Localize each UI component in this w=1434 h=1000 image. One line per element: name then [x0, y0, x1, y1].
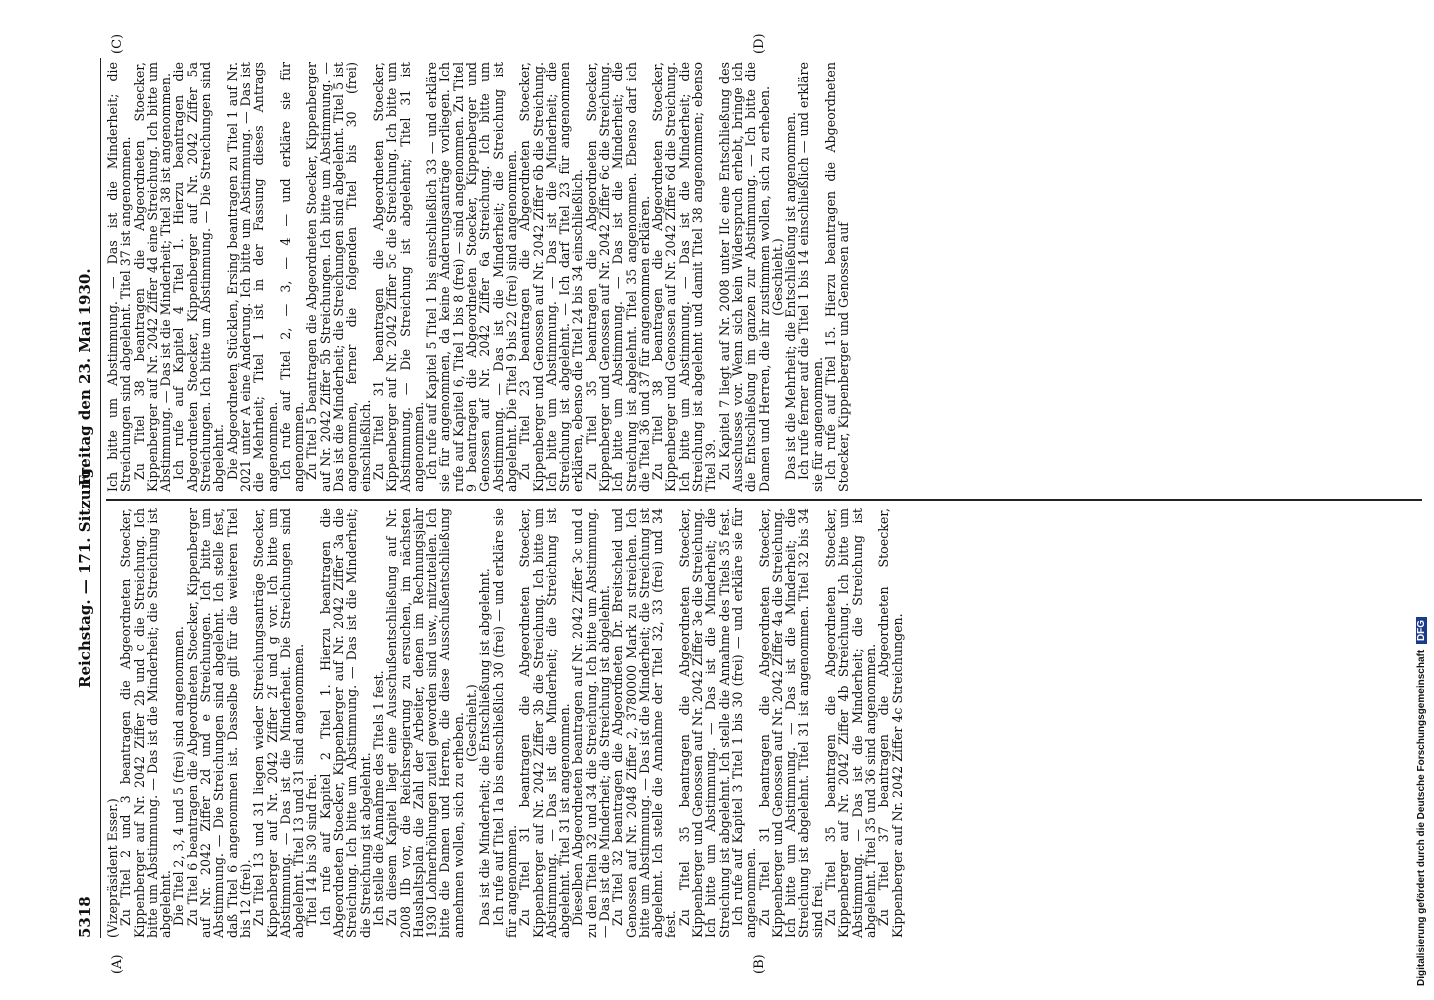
paragraph: Die Abgeordneten Stücklen, Ersing beantragen zu Titel 1 auf Nr. 2021 unter A eine Änderung. Ich bitte um Abstimmung. — Das ist die Mehrheit; Titel 1 ist in der Fassung dieses Antrags angenommen. [224, 62, 280, 492]
paragraph: Zu Titel 35 beantragen die Abgeordneten Stoecker, Kippenberger und Genossen auf Nr. 2042 Ziffer 6c die Streichung. Ich bitte um Abstimmung. — Das ist die Minderheit; die Streichung ist abgelehnt. Titel 35 angenommen. Ebenso darf ich die Titel 36 und 37 für angenommen erklären. [583, 62, 652, 492]
stage-direction: (Geschieht.) [464, 684, 480, 762]
paragraph: Zu Kapitel 7 liegt auf Nr. 2008 unter IIc eine Entschließung des Ausschusses vor. Wenn sich kein Widerspruch erhebt, bringe ich die Entschließung im ganzen zur Abstimmung. — Ich bitte die Damen und Herren, die ihr zustimmen wollen, sich zu erheben. [716, 62, 772, 492]
paragraph: Zu Titel 2 und 3 beantragen die Abgeordneten Stoecker, Kippenberger auf Nr. 2042 Ziffer 2b und c die Streichung. Ich bitte um Abstimmung. — Das ist die Minderheit; die Streichung ist abgelehnt. [118, 508, 174, 938]
dfg-logo: DFG [1416, 617, 1427, 644]
stage-direction: (Geschieht.) [769, 238, 785, 316]
paragraph: Dieselben Abgeordneten beantragen auf Nr. 2042 Ziffer 3c und d zu den Titeln 32 und 34 die Streichung. Ich bitte um Abstimmung. — Das ist die Minderheit; die Streichung ist abgelehnt. [570, 508, 612, 938]
paragraph: Ich rufe auf Titel 1a bis einschließlich 30 (frei) — und erkläre sie für angenommen. [490, 508, 519, 938]
funding-text: Digitalisierung gefördert durch die Deutsche Forschungsgemeinschaft [1416, 649, 1427, 986]
margin-mark-d: (D) [752, 33, 767, 54]
paragraph: Titel 14 bis 30 sind frei. [304, 773, 320, 926]
paragraph: Zu Titel 23 beantragen die Abgeordneten Stoecker, Kippenberger und Genossen auf Nr. 2042 Ziffer 6b die Streichung. Ich bitte um Abstimmung. — Das ist die Minderheit; die Streichung ist abgelehnt. — Ich darf Titel 23 für angenommen erklären, ebenso die Titel 24 bis 34 einschließlich. [517, 62, 586, 492]
paragraph: Zu Titel 38 beantragen die Abgeordneten Stoecker, Kippenberger auf Nr. 2042 Ziffer 4d eine Streichung. Ich bitte um Abstimmung. — Das ist die Minderheit; Titel 38 ist angenommen. [131, 62, 174, 492]
paragraph: Ich rufe ferner auf die Titel 1 bis 14 einschließlich — und erkläre sie für angenommen. [796, 62, 825, 492]
paragraph: Ich rufe auf Kapitel 3 Titel 1 bis 30 (frei) — und erkläre sie für angenommen. [729, 508, 759, 938]
margin-mark-a: (A) [110, 954, 125, 974]
paragraph: Zu Titel 31 beantragen die Abgeordneten Stoecker, Kippenberger auf Nr. 2042 Ziffer 3b die Streichung. Ich bitte um Abstimmung. — Das ist die Minderheit; die Streichung ist abgelehnt. Titel 31 ist angenommen. [517, 508, 573, 938]
left-column [106, 508, 904, 938]
paragraph: Zu Titel 6 beantragen die Abgeordneten Stoecker, Kippenberger auf Nr. 2042 Ziffer 2d und e Streichungen. Ich bitte um Abstimmung. — Die Streichungen sind abgelehnt. Ich stelle fest, daß Titel 6 angenommen ist. Dasselbe gilt für die weiteren Titel bis 12 (frei). [184, 508, 253, 938]
page-header [62, 58, 101, 938]
margin-mark-c: (C) [110, 33, 125, 54]
paragraph: Ich stelle die Annahme des Titels 1 fest. [370, 670, 386, 926]
session-date: Freitag den 23. Mai 1930. [76, 268, 94, 486]
right-column [106, 62, 851, 492]
paragraph: Zu Titel 37 beantragen die Abgeordneten Stoecker, Kippenberger auf Nr. 2042 Ziffer 4c Streichungen. [876, 508, 905, 938]
paragraph: Zu Titel 35 beantragen die Abgeordneten Stoecker, Kippenberger auf Nr. 2042 Ziffer 4b Streichung. Ich bitte um Abstimmung. — Das ist die Minderheit; die Streichung ist abgelehnt. Titel 35 und 36 sind angenommen. [823, 508, 878, 938]
paragraph: Ich rufe auf Kapitel 2 Titel 1. Hierzu beantragen die Abgeordneten Stoecker, Kippenberger auf Nr. 2042 Ziffer 3a die Streichung. Ich bitte um Abstimmung. — Das ist die Minderheit; die Streichung ist abgelehnt. [317, 508, 373, 938]
speaker-label: (Vizepräsident Esser.) [105, 798, 120, 938]
paragraph: Ich rufe auf Kapitel 5 Titel 1 bis einschließlich 33 — und erkläre sie für angenommen, da keine Änderungsanträge vorliegen. Ich rufe auf Kapitel 6, Titel 1 bis 8 (frei) — sind angenommen. Zu Titel 9 beantragen die Abgeordneten Stoecker, Kippenberger und Genossen auf Nr. 2042 Ziffer 6a Streichung. Ich bitte um Abstimmung. — Das ist die Minderheit; die Streichung ist abgelehnt. Die Titel 9 bis 22 (frei) sind angenommen. [424, 62, 519, 492]
paragraph: Zu Titel 5 beantragen die Abgeordneten Stoecker, Kippenberger auf Nr. 2042 Ziffer 5b Streichungen. Ich bitte um Abstimmung. — Das ist die Minderheit; die Streichungen sind abgelehnt. Titel 5 ist angenommen, ferner die folgenden Titel bis 30 (frei) einschließlich. [304, 62, 373, 492]
paragraph: Ich rufe auf Kapitel 4 Titel 1. Hierzu beantragen die Abgeordneten Stoecker, Kippenberger auf Nr. 2042 Ziffer 5a Streichungen. Ich bitte um Abstimmung. — Die Streichungen sind abgelehnt. [171, 62, 227, 492]
funding-note [1416, 617, 1427, 986]
paragraph: Ich rufe auf Titel 2, — 3, — 4 — und erkläre sie für angenommen. [277, 62, 307, 492]
page-number: 5318 [76, 896, 94, 938]
column-divider [106, 500, 1422, 502]
paragraph: Zu Titel 32 beantragen die Abgeordneten Dr. Breitscheid und Genossen auf Nr. 2048 Ziffer 2, 3780000 Mark zu streichen. Ich bitte um Abstimmung. — Das ist die Minderheit; die Streichung ist abgelehnt. Ich stelle die Annahme der Titel 32, 33 (frei) und 34 fest. [610, 508, 679, 938]
paragraph: Ich rufe auf Titel 15. Hierzu beantragen die Abgeordneten Stoecker, Kippenberger und Genossen auf [823, 62, 852, 492]
paragraph: Ich bitte um Abstimmung. — Das ist die Minderheit; die Streichungen sind abgelehnt. Titel 37 ist angenommen. [105, 62, 134, 492]
paragraph: Zu diesem Kapitel liegt eine Ausschußentschließung auf Nr. 2008 IIb vor, die Reichsregierung zu ersuchen, im nächsten Haushaltsplan die Zahl der Arbeiter, denen im Rechnungsjahr 1930 Lohnerhöhungen zuteil geworden sind usw., mitzuteilen. Ich bitte die Damen und Herren, die diese Ausschußentschließung annehmen wollen, sich zu erheben. [384, 508, 466, 938]
session-title: Reichstag. — 171. Sitzung. [76, 462, 94, 688]
margin-mark-b: (B) [752, 954, 767, 974]
paragraph: Zu Titel 35 beantragen die Abgeordneten Stoecker, Kippenberger und Genossen auf Nr. 2042 Ziffer 3e die Streichung. Ich bitte um Abstimmung. — Das ist die Minderheit; die Streichung ist abgelehnt. Ich stelle die Annahme des Titels 35 fest. [676, 508, 732, 938]
paragraph: Die Titel 2, 3, 4 und 5 (frei) sind angenommen. [171, 626, 187, 926]
paragraph: Zu Titel 31 beantragen die Abgeordneten Stoecker, Kippenberger und Genossen auf Nr. 2042 Ziffer 4a die Streichung. Ich bitte um Abstimmung. — Das ist die Minderheit; die Streichung ist abgelehnt. Titel 31 ist angenommen. Titel 32 bis 34 sind frei. [756, 508, 825, 938]
paragraph: Das ist die Minderheit; die Entschließung ist abgelehnt. [477, 568, 493, 926]
paragraph: Zu Titel 38 beantragen die Abgeordneten Stoecker, Kippenberger und Genossen auf Nr. 2042 Ziffer 6d die Streichung. Ich bitte um Abstimmung. — Das ist die Minderheit; die Streichung ist abgelehnt und damit Titel 38 angenommen; ebenso Titel 39. [650, 62, 719, 492]
paragraph: Zu Titel 13 und 31 liegen wieder Streichungsanträge Stoecker, Kippenberger auf Nr. 2042 Ziffer 2f und g vor. Ich bitte um Abstimmung. — Das ist die Minderheit. Die Streichungen sind abgelehnt. Titel 13 und 31 sind angenommen. [251, 508, 307, 938]
paragraph: Das ist die Mehrheit; die Entschließung ist angenommen. [783, 111, 799, 480]
paragraph: Zu Titel 31 beantragen die Abgeordneten Stoecker, Kippenberger auf Nr. 2042 Ziffer 5c die Streichung. Ich bitte um Abstimmung. — Die Streichung ist abgelehnt; Titel 31 ist angenommen. [370, 62, 426, 492]
